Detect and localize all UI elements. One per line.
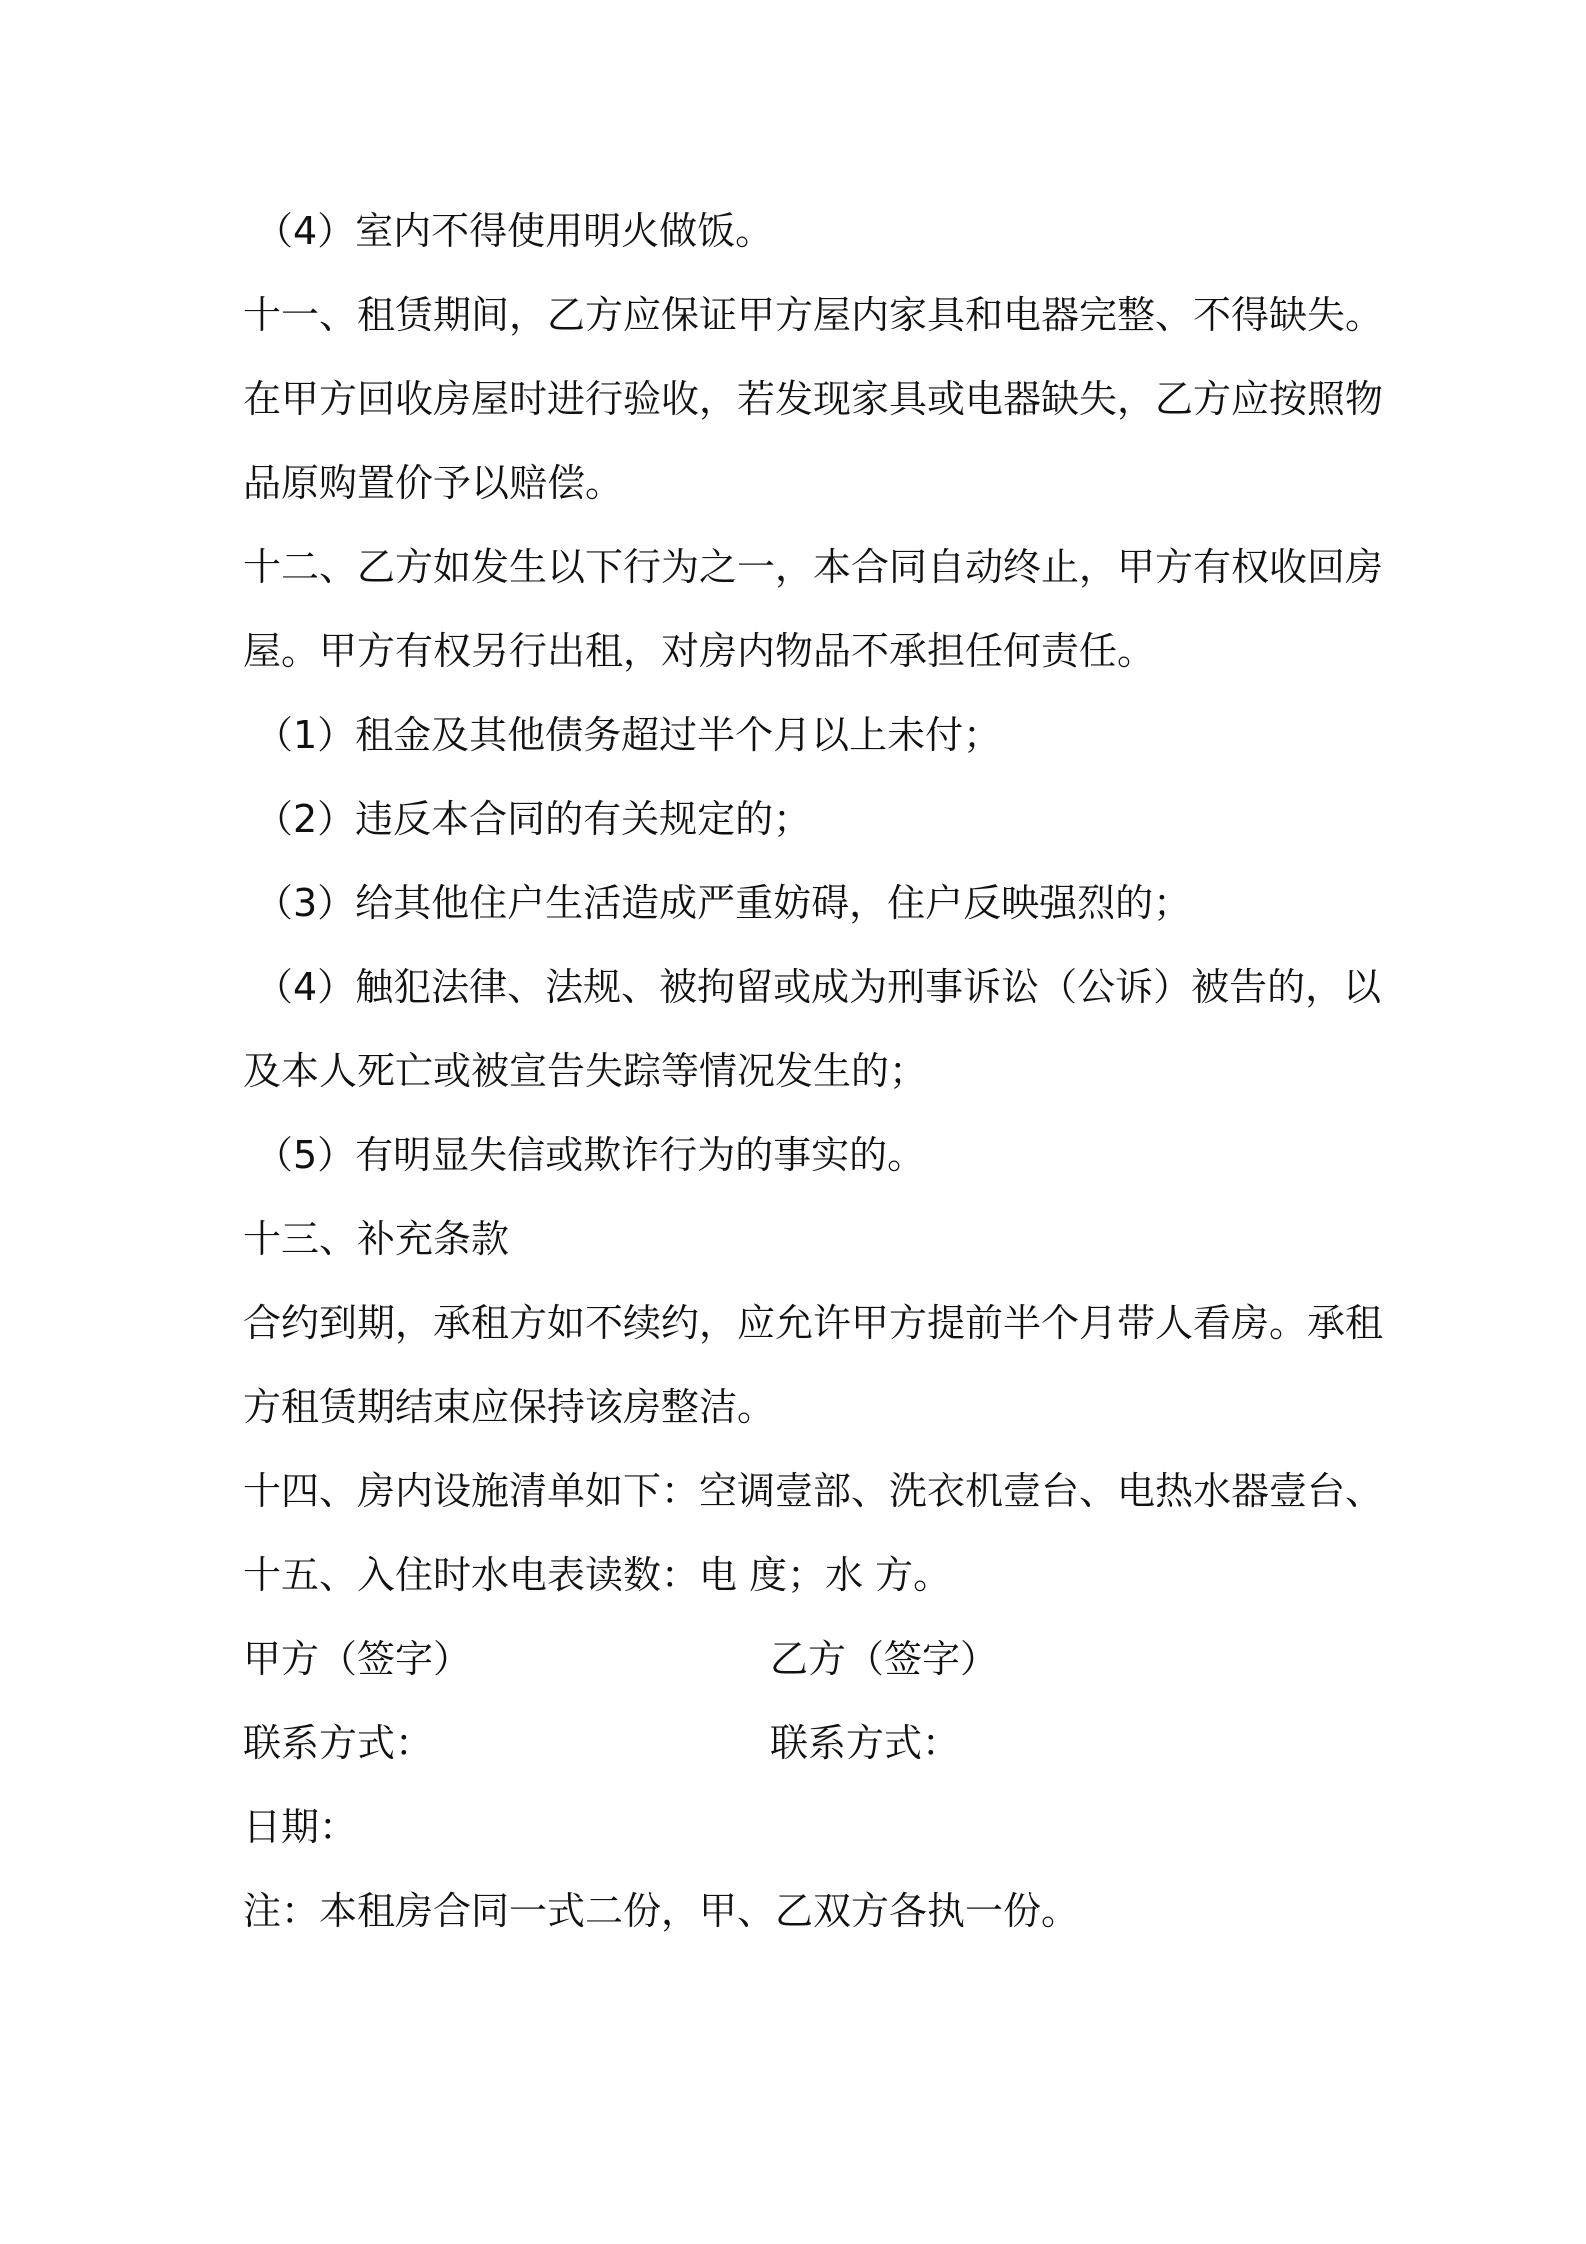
clause-11-line-2: 在甲方回收房屋时进行验收，若发现家具或电器缺失，乙方应按照物 xyxy=(243,377,1384,421)
date-label: 日期： xyxy=(243,1805,358,1849)
clause-12-item-5: （5）有明显失信或欺诈行为的事实的。 xyxy=(255,1133,926,1177)
clause-13-line-2: 方租赁期结束应保持该房整洁。 xyxy=(243,1385,776,1429)
clause-12-item-3: （3）给其他住户生活造成严重妨碍，住户反映强烈的； xyxy=(255,881,1192,925)
clause-12-item-1: （1）租金及其他债务超过半个月以上未付； xyxy=(255,713,1002,757)
clause-12-item-4-line-1: （4）触犯法律、法规、被拘留或成为刑事诉讼（公诉）被告的，以 xyxy=(255,965,1382,1009)
clause-11-line-3: 品原购置价予以赔偿。 xyxy=(243,461,624,505)
clause-13-line-1: 合约到期，承租方如不续约，应允许甲方提前半个月带人看房。承租 xyxy=(243,1301,1384,1345)
clause-14: 十四、房内设施清单如下：空调壹部、洗衣机壹台、电热水器壹台、 xyxy=(243,1469,1384,1513)
party-a-contact-label: 联系方式： xyxy=(243,1721,434,1765)
clause-11-line-1: 十一、租赁期间，乙方应保证甲方屋内家具和电器完整、不得缺失。 xyxy=(243,293,1384,337)
party-b-signature-label: 乙方（签字） xyxy=(770,1637,999,1681)
clause-12-line-1: 十二、乙方如发生以下行为之一，本合同自动终止，甲方有权收回房 xyxy=(243,545,1384,589)
footnote: 注：本租房合同一式二份，甲、乙双方各执一份。 xyxy=(243,1889,1080,1933)
clause-12-line-2: 屋。甲方有权另行出租，对房内物品不承担任何责任。 xyxy=(243,629,1156,673)
clause-10-item-4: （4）室内不得使用明火做饭。 xyxy=(255,209,774,253)
clause-13-heading: 十三、补充条款 xyxy=(243,1217,510,1261)
clause-12-item-4-line-2: 及本人死亡或被宣告失踪等情况发生的； xyxy=(243,1049,928,1093)
party-a-signature-label: 甲方（签字） xyxy=(243,1637,472,1681)
party-b-contact-label: 联系方式： xyxy=(770,1721,961,1765)
clause-15: 十五、入住时水电表读数：电 度；水 方。 xyxy=(243,1553,952,1597)
clause-12-item-2: （2）违反本合同的有关规定的； xyxy=(255,797,812,841)
